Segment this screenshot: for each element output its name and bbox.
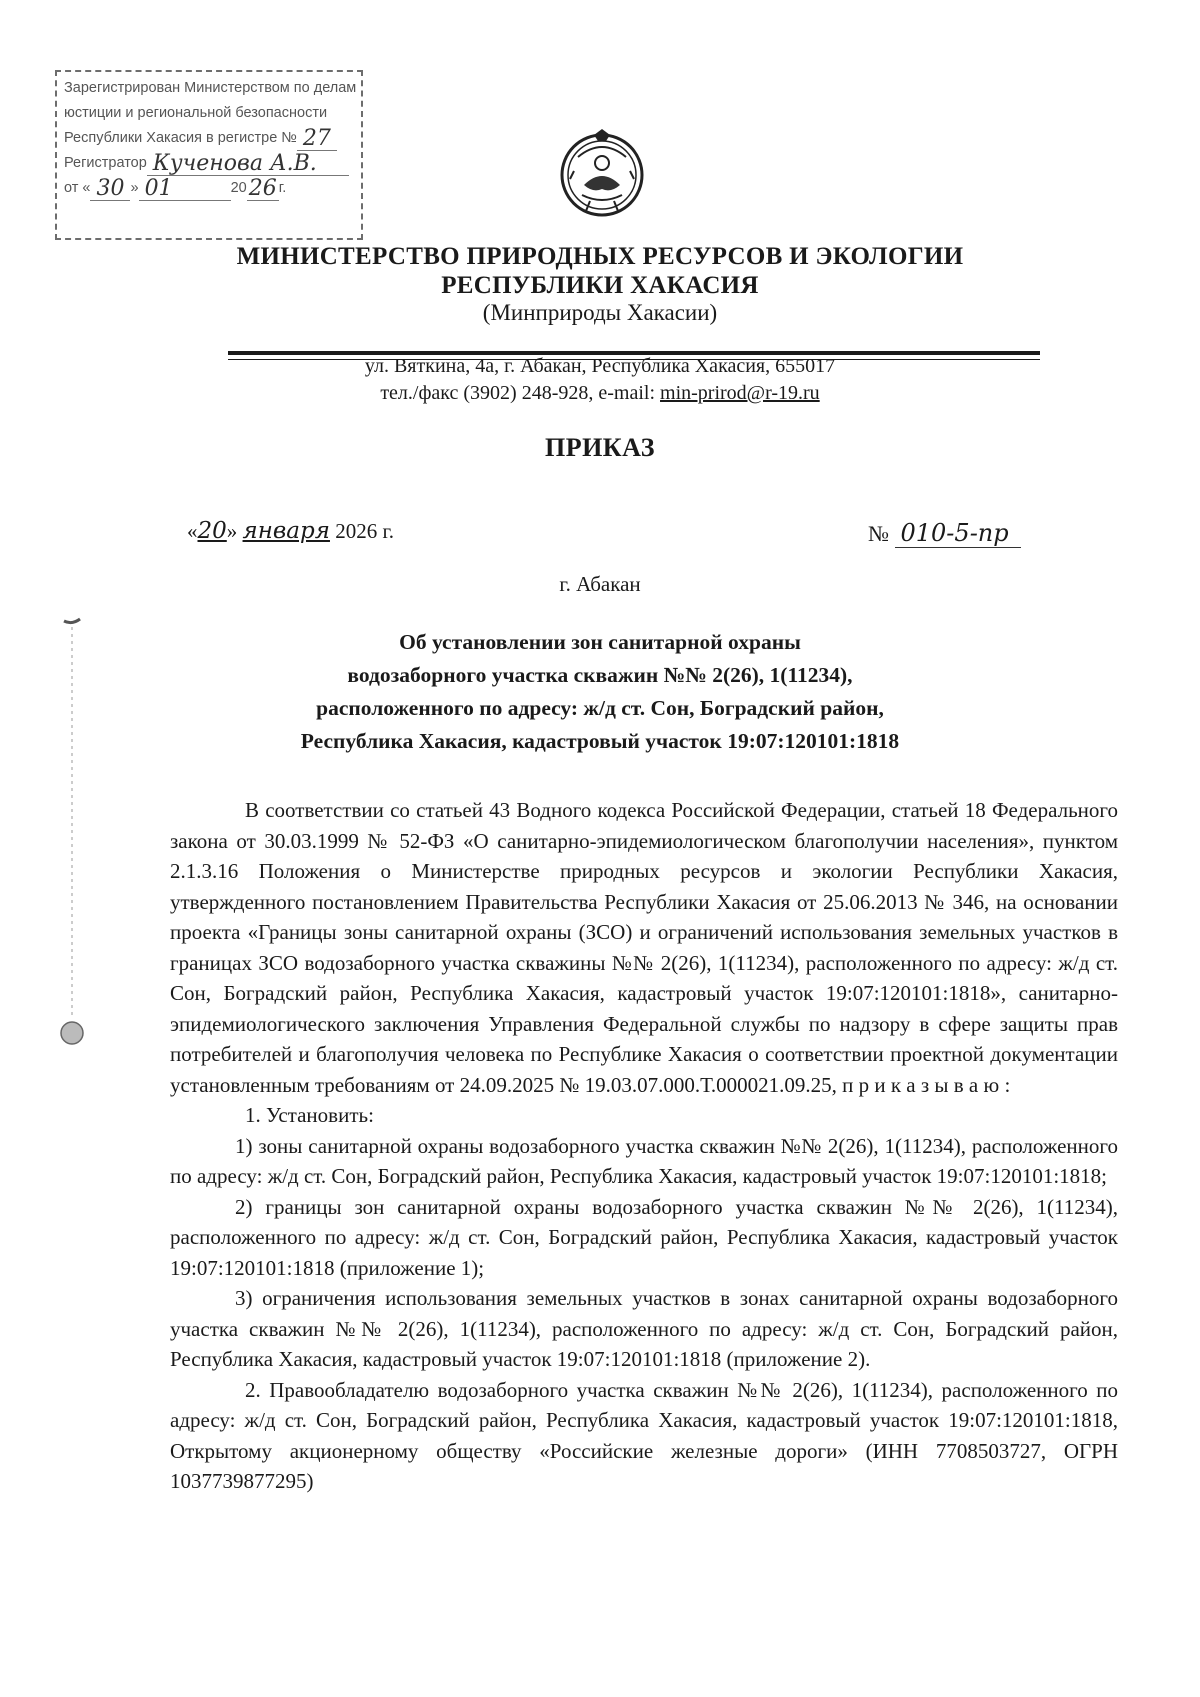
date-quote-close: » [226,519,238,543]
ministry-short-name: (Минприроды Хакасии) [482,300,718,325]
subject-line-2: водозаборного участка скважин №№ 2(26), 1(11234), [347,663,853,687]
stamp-registry-label: Республики Хакасия в регистре № [64,130,297,146]
date-month: января [242,518,330,544]
date-year: 2026 г. [335,519,394,543]
ministry-address [0,355,1200,378]
body-paragraph-rightholder: 2. Правообладателю водозаборного участка скважин №№ 2(26), 1(11234), расположенного по адресу: ж/д ст. Сон, Боградский район, Республика Хакасия, кадастровый участок 19:07:120101:1818, Открытому акционерному обществу «Российские железные дороги» (ИНН 7708503727, ОГРН 1037739877295) [170,1377,1118,1493]
stamp-date-day: 30 [90,178,130,201]
stamp-date-suffix: г. [278,180,287,196]
stamp-line-1: Зарегистрирован Министерством по делам [64,80,357,96]
order-number-value: 010-5-пр [895,519,1021,548]
body-paragraph-preamble: В соответствии со статьей 43 Водного кодекса Российской Федерации, статьей 18 Федерального закона от 30.03.1999 № 52-ФЗ «О санитарно-эпидемиологическом благополучии населения», пунктом 2.1.3.16 Положения о Министерстве природных ресурсов и экологии Республики Хакасия, утвержденного постановлением Правительства Республики Хакасия от 25.06.2013 № 346, на основании проекта «Границы зоны санитарной охраны (ЗСО) и ограничений использования земельных участков в границах ЗСО водозаборного участка скважины №№ 2(26), 1(11234), расположенного по адресу: ж/д ст. Сон, Боградский район, Республика Хакасия, кадастровый участок 19:07:120101:1818», санитарно-эпидемиологического заключения Управления Федеральной службы по надзору в сфере защиты прав потребителей и благополучия человека по Республике Хакасия о соответствии проектной документации установленным требованиям от 24.09.2025 № 19.03.07.000.Т.000021.09.25, п р и к а з ы в а ю : [170,798,1118,1097]
coat-of-arms-emblem [556,127,648,219]
body-paragraph-establish: 1. Установить: [245,1103,374,1127]
order-subject [0,626,1200,758]
subject-line-1: Об установлении зон санитарной охраны [399,630,801,654]
stamp-line-5 [64,176,361,201]
order-title: ПРИКАЗ [544,433,656,462]
body-paragraph-item-2: 2) границы зон санитарной охраны водозаборного участка скважин №№ 2(26), 1(11234), расположенного по адресу: ж/д ст. Сон, Боградский район, Республика Хакасия, кадастровый участок 19:07:120101:1818 (приложение 1); [170,1194,1118,1280]
subject-line-4: Республика Хакасия, кадастровый участок 19:07:120101:1818 [300,729,900,753]
stamp-registrar-signature: Кученова А.В. [147,153,349,176]
body-paragraph-item-3: 3) ограничения использования земельных участков в зонах санитарной охраны водозаборного участка скважин №№ 2(26), 1(11234), расположенного по адресу: ж/д ст. Сон, Боградский район, Республика Хакасия, кадастровый участок 19:07:120101:1818 (приложение 2). [170,1286,1118,1371]
email-link[interactable]: min-prirod@r-19.ru [660,382,820,404]
contacts-text: тел./факс (3902) 248-928, e-mail: [380,382,661,404]
registration-stamp [55,70,363,240]
order-body [170,795,1118,1497]
stamp-registrar-label: Регистратор [64,155,147,171]
ministry-name-line-1: МИНИСТЕРСТВО ПРИРОДНЫХ РЕСУРСОВ И ЭКОЛОГИИ [236,243,964,270]
ministry-contacts [0,382,1200,405]
date-quote-open: « [187,519,198,543]
order-number-label: № [868,521,889,546]
ministry-name-line-2: РЕСПУБЛИКИ ХАКАСИЯ [441,272,759,299]
address-text: ул. Вяткина, 4а, г. Абакан, Республика Хакасия, 655017 [364,355,836,377]
stamp-date-year: 26 [248,176,277,201]
subject-line-3: расположенного по адресу: ж/д ст. Сон, Боградский район, [316,696,884,720]
stamp-line-4 [64,151,361,176]
stamp-line-3 [64,126,361,151]
stamp-date-month: 01 [139,178,231,201]
stamp-registry-number: 27 [297,128,337,151]
stamp-date-prefix: от « [64,180,91,196]
stamp-date-year-prefix: 20 [230,180,247,196]
date-day: 20 [197,518,227,544]
order-number [868,519,1021,547]
order-date [187,518,394,544]
binding-mark [58,615,88,1075]
stamp-line-2: юстиции и региональной безопасности [64,105,328,121]
stamp-date-mid: » [130,180,139,196]
order-city: г. Абакан [559,572,641,596]
body-paragraph-item-1: 1) зоны санитарной охраны водозаборного участка скважин №№ 2(26), 1(11234), расположенного по адресу: ж/д ст. Сон, Боградский район, Республика Хакасия, кадастровый участок 19:07:120101:1818; [170,1133,1118,1188]
